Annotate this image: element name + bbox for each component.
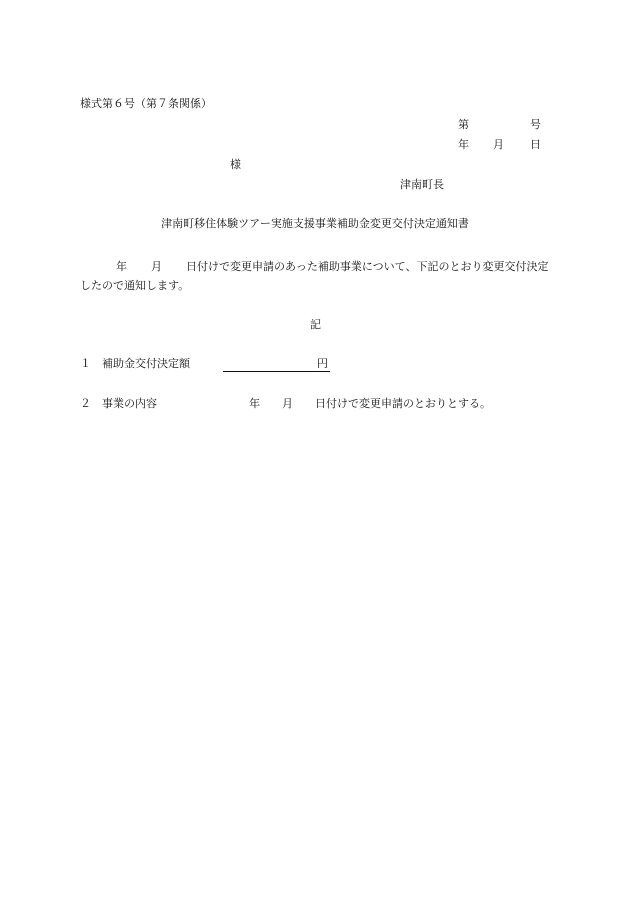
recipient-honorific: 様 xyxy=(230,158,241,171)
body-paragraph xyxy=(80,257,558,295)
body-text: 日付けで変更申請のあった補助事業について、下記のとおり変更交付決定したので通知します。 xyxy=(80,260,549,292)
item-subsidy-amount xyxy=(80,357,330,372)
sender-name: 津南町長 xyxy=(400,178,444,191)
document-date-year: 年 xyxy=(458,138,469,151)
item2-year: 年 xyxy=(249,397,260,410)
form-label: 様式第６号（第７条関係） xyxy=(80,97,212,110)
item-project-content xyxy=(80,397,491,411)
document-date-month: 月 xyxy=(493,138,504,151)
body-year: 年 xyxy=(116,260,127,273)
document-number-prefix: 第 xyxy=(458,118,469,131)
item2-label: 事業の内容 xyxy=(102,397,157,410)
document-date-day: 日 xyxy=(530,138,541,151)
item2-number: ２ xyxy=(80,397,91,410)
item2-text: 日付けで変更申請のとおりとする。 xyxy=(315,397,491,410)
item1-number: １ xyxy=(80,357,91,370)
amount-blank-line xyxy=(223,357,317,372)
body-month: 月 xyxy=(151,260,162,273)
item1-unit: 円 xyxy=(317,357,328,370)
document-number-suffix: 号 xyxy=(530,118,541,131)
ki-heading: 記 xyxy=(310,318,321,331)
document-title: 津南町移住体験ツアー実施支援事業補助金変更交付決定通知書 xyxy=(161,217,469,230)
item2-month: 月 xyxy=(282,397,293,410)
item1-label: 補助金交付決定額 xyxy=(102,357,190,370)
